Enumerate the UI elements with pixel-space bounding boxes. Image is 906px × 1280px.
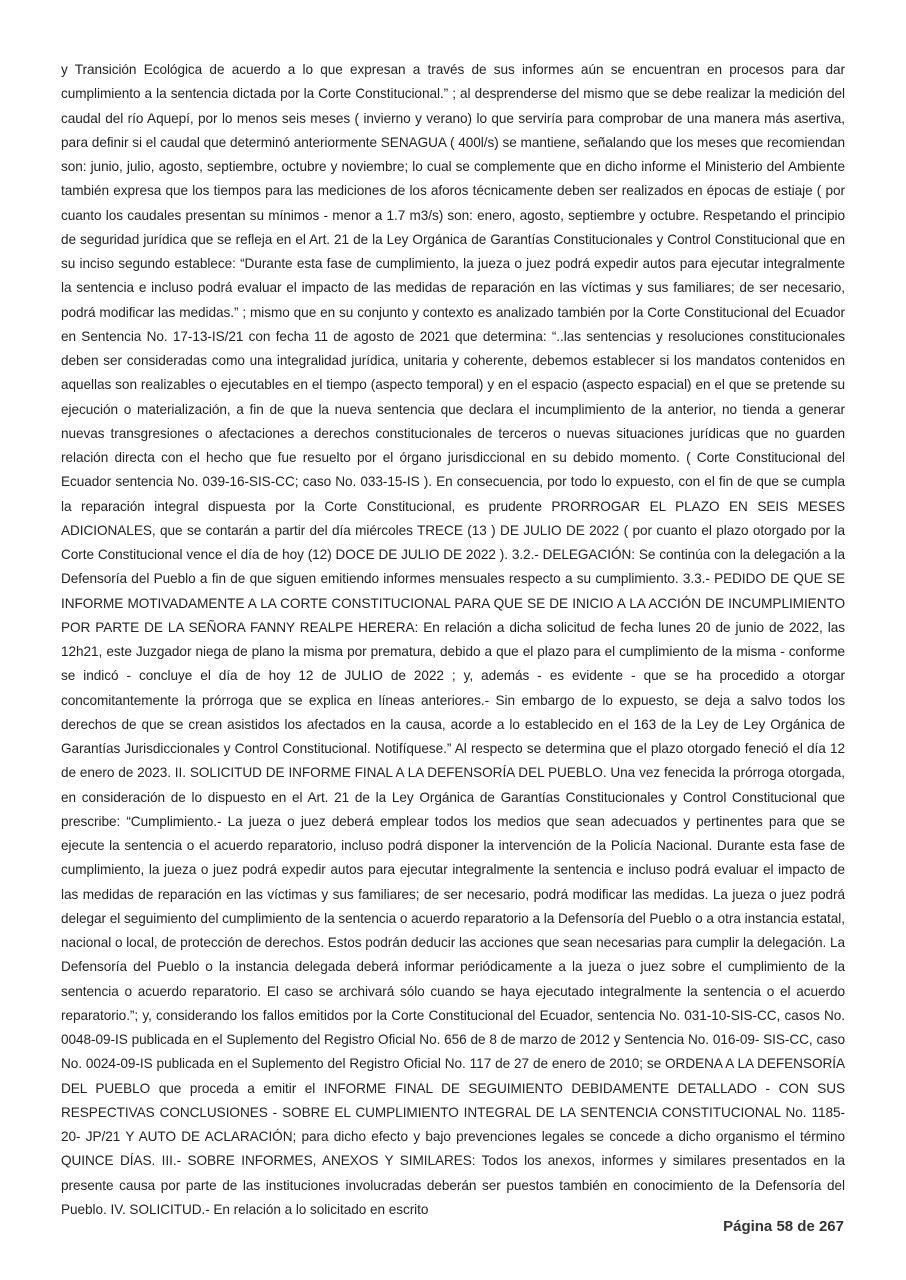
body-paragraph: y Transición Ecológica de acuerdo a lo que expresan a través de sus informes aún se encuentran en procesos para dar cumplimiento a la sentencia dictada por la Corte Constitucional.” ; al desprenderse del mismo que se debe realizar la medición del caudal del río Aquepí, por lo menos seis meses ( invierno y verano) lo que serviría para comprobar de una manera más asertiva, para definir si el caudal que determinó anteriormente SENAGUA ( 400l/s) se mantiene, señalando que los meses que recomiendan son: junio, julio, agosto, septiembre, octubre y noviembre; lo cual se complemente que en dicho informe el Ministerio del Ambiente también expresa que los tiempos para las mediciones de los aforos técnicamente deben ser realizados en épocas de estiaje ( por cuanto los caudales presentan su mínimos - menor a 1.7 m3/s) son: enero, agosto, septiembre y octubre. Respetando el principio de seguridad jurídica que se refleja en el Art. 21 de la Ley Orgánica de Garantías Constitucionales y Control Constitucional que en su inciso segundo establece: “Durante esta fase de cumplimiento, la jueza o juez podrá expedir autos para ejecutar integralmente la sentencia e incluso podrá evaluar el impacto de las medidas de reparación en las víctimas y sus familiares; de ser necesario, podrá modificar las medidas.” ; mismo que en su conjunto y contexto es analizado también por la Corte Constitucional del Ecuador en Sentencia No. 17-13-IS/21 con fecha 11 de agosto de 2021 que determina: “..las sentencias y resoluciones constitucionales deben ser consideradas como una integralidad jurídica, unitaria y coherente, debemos establecer si los mandatos contenidos en aquellas son realizables o ejecutables en el tiempo (aspecto temporal) y en el espacio (aspecto espacial) en el que se pretende su ejecución o materialización, a fin de que la nueva sentencia que declara el incumplimiento de la anterior, no tienda a generar nuevas transgresiones o afectaciones a derechos constitucionales de terceros o nuevas situaciones jurídicas que no guarden relación directa con el hecho que fue resuelto por el órgano jurisdiccional en su debido momento. ( Corte Constitucional del Ecuador sentencia No. 039-16-SIS-CC; caso No. 033-15-IS ). En consecuencia, por todo lo expuesto, con el fin de que se cumpla la reparación integral dispuesta por la Corte Constitucional, es prudente PRORROGAR EL PLAZO EN SEIS MESES ADICIONALES, que se contarán a partir del día miércoles TRECE (13 ) DE JULIO DE 2022 ( por cuanto el plazo otorgado por la Corte Constitucional vence el día de hoy (12) DOCE DE JULIO DE 2022 ). 3.2.- DELEGACIÓN: Se continúa con la delegación a la Defensoría del Pueblo a fin de que siguen emitiendo informes mensuales respecto a su cumplimiento. 3.3.- PEDIDO DE QUE SE INFORME MOTIVADAMENTE A LA CORTE CONSTITUCIONAL PARA QUE SE DE INICIO A LA ACCIÓN DE INCUMPLIMIENTO POR PARTE DE LA SEÑORA FANNY REALPE HERERA: En relación a dicha solicitud de fecha lunes 20 de junio de 2022, las 12h21, este Juzgador niega de plano la misma por prematura, debido a que el plazo para el cumplimiento de la misma - conforme se indicó - concluye el día de hoy 12 de JULIO de 2022 ; y, además - es evidente - que se ha procedido a otorgar concomitantemente la prórroga que se explica en líneas anteriores.- Sin embargo de lo expuesto, se deja a salvo todos los derechos de que se crean asistidos los afectados en la causa, acorde a lo establecido en el 163 de la Ley de Ley Orgánica de Garantías Jurisdiccionales y Control Constitucional. Notifíquese.” Al respecto se determina que el plazo otorgado feneció el día 12 de enero de 2023. II. SOLICITUD DE INFORME FINAL A LA DEFENSORÍA DEL PUEBLO. Una vez fenecida la prórroga otorgada, en consideración de lo dispuesto en el Art. 21 de la Ley Orgánica de Garantías Constitucionales y Control Constitucional que prescribe: “Cumplimiento.- La jueza o juez deberá emplear todos los medios que sean adecuados y pertinentes para que se ejecute la sentencia o el acuerdo reparatorio, incluso podrá disponer la intervención de la Policía Nacional. Durante esta fase de cumplimiento, la jueza o juez podrá expedir autos para ejecutar integralmente la sentencia e incluso podrá evaluar el impacto de las medidas de reparación en las víctimas y sus familiares; de ser necesario, podrá modificar las medidas. La jueza o juez podrá delegar el seguimiento del cumplimiento de la sentencia o acuerdo reparatorio a la Defensoría del Pueblo o a otra instancia estatal, nacional o local, de protección de derechos. Estos podrán deducir las acciones que sean necesarias para cumplir la delegación. La Defensoría del Pueblo o la instancia delegada deberá informar periódicamente a la jueza o juez sobre el cumplimiento de la sentencia o acuerdo reparatorio. El caso se archivará sólo cuando se haya ejecutado integralmente la sentencia o el acuerdo reparatorio.”; y, considerando los fallos emitidos por la Corte Constitucional del Ecuador, sentencia No. 031-10-SIS-CC, casos No. 0048-09-IS publicada en el Suplemento del Registro Oficial No. 656 de 8 de marzo de 2012 y Sentencia No. 016-09- SIS-CC, caso No. 0024-09-IS publicada en el Suplemento del Registro Oficial No. 117 de 27 de enero de 2010; se ORDENA A LA DEFENSORÍA DEL PUEBLO que proceda a emitir el INFORME FINAL DE SEGUIMIENTO DEBIDAMENTE DETALLADO - CON SUS RESPECTIVAS CONCLUSIONES - SOBRE EL CUMPLIMIENTO INTEGRAL DE LA SENTENCIA CONSTITUCIONAL No. 1185-20- JP/21 Y AUTO DE ACLARACIÓN; para dicho efecto y bajo prevenciones legales se concede a dicho organismo el término QUINCE DÍAS. III.- SOBRE INFORMES, ANEXOS Y SIMILARES: Todos los anexos, informes y similares presentados en la presente causa por parte de las instituciones involucradas deberán ser puestos también en conocimiento de la Defensoría del Pueblo. IV. SOLICITUD.- En relación a lo solicitado en escrito	[61, 62, 845, 1217]
page-number: Página 58 de 267	[723, 1218, 844, 1235]
